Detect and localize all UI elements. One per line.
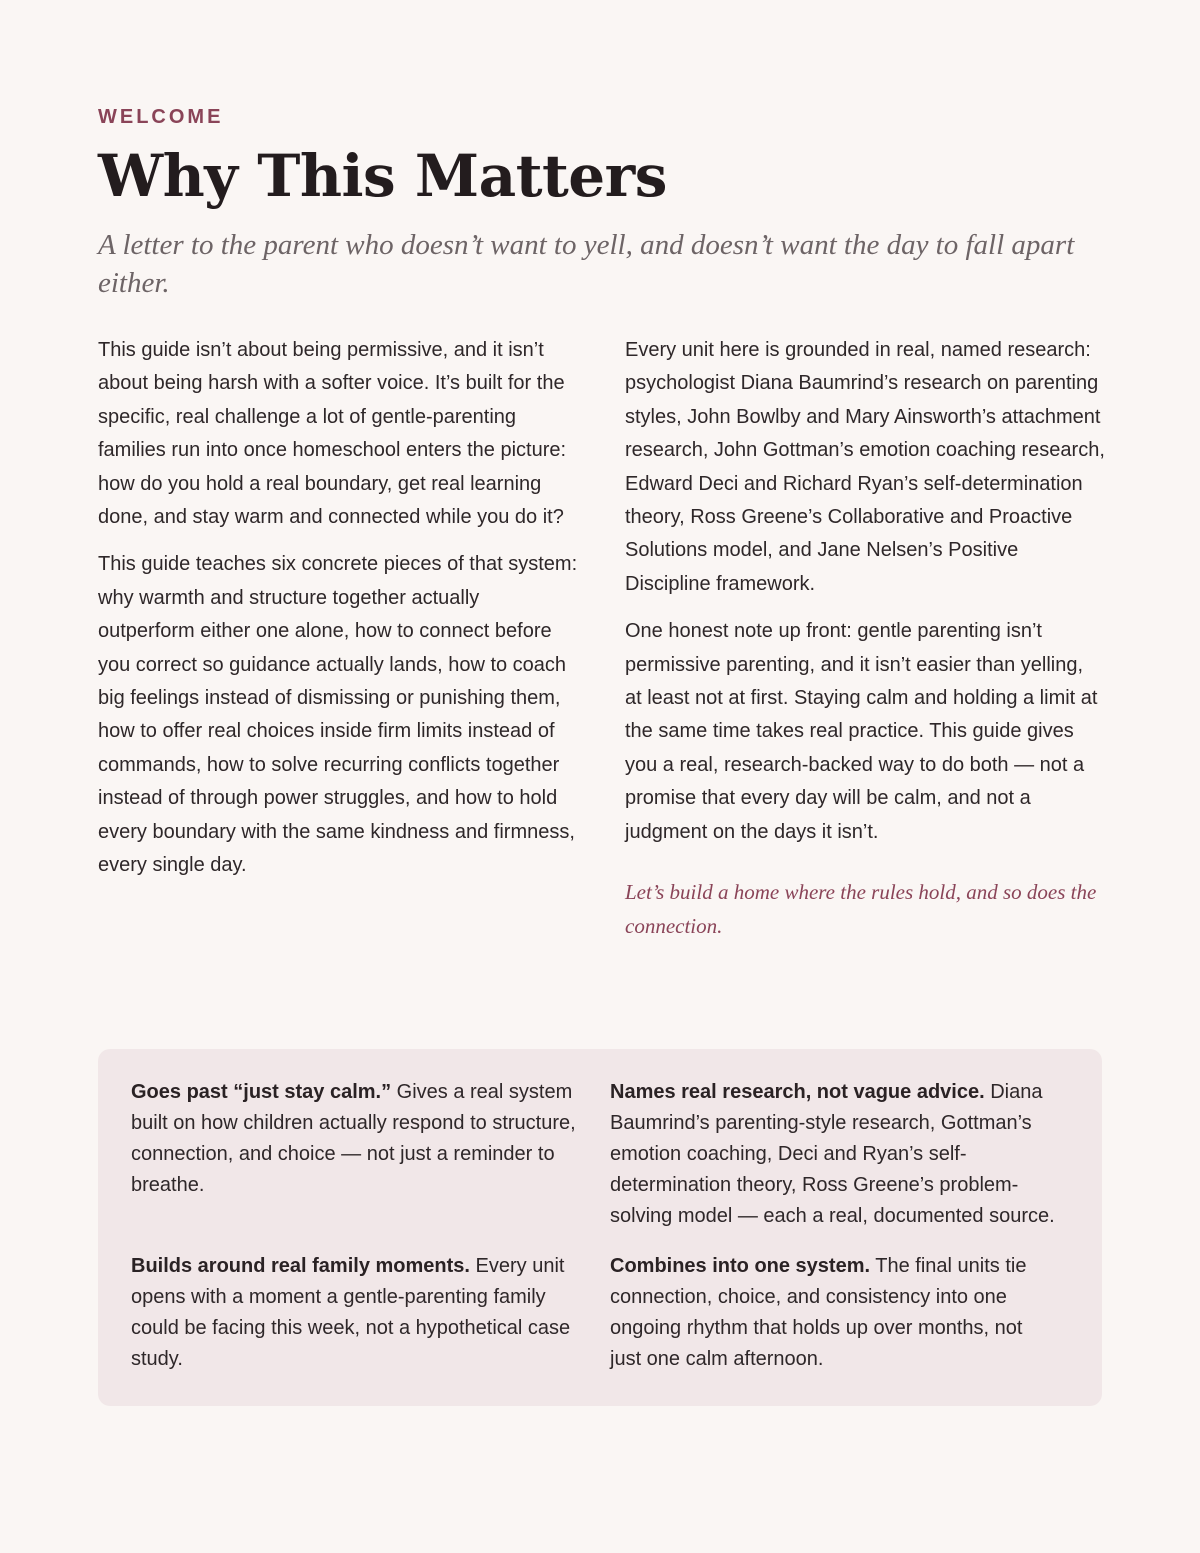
right-column xyxy=(625,334,1105,957)
page-title: Why This Matters xyxy=(98,142,667,210)
feature-item xyxy=(610,1077,1080,1232)
right-paragraph-1: Every unit here is grounded in real, named research: psychologist Diana Baumrind’s research on parenting styles, John Bowlby and Mary Ainsworth’s attachment research, John Gottman’s emotion coaching research, Edward Deci and Richard Ryan’s self-determination theory, Ross Greene’s Collaborative and Proactive Solutions model, and Jane Nelsen’s Positive Discipline framework. xyxy=(625,339,1105,595)
left-paragraph-1: This guide isn’t about being permissive, and it isn’t about being harsh with a softer voice. It’s built for the specific, real challenge a lot of gentle-parenting families run into once homeschool enters the picture: how do you hold a real boundary, get real learning done, and stay warm and connected while you do it? xyxy=(98,339,567,529)
closing-line: Let’s build a home where the rules hold, and so does the connection. xyxy=(625,880,1097,939)
page-subtitle: A letter to the parent who doesn’t want to yell, and doesn’t want the day to fall apart either. xyxy=(98,229,1075,299)
feature-body: Diana Baumrind’s parenting-style research, Gottman’s emotion coaching, Deci and Ryan’s self-determination theory, Ross Greene’s problem-solving model — each a real, documented source. xyxy=(610,1081,1055,1227)
left-column xyxy=(98,334,578,897)
feature-body: The final units tie connection, choice, and consistency into one ongoing rhythm that holds up over months, not just one calm afternoon. xyxy=(610,1255,1027,1370)
left-paragraph-2: This guide teaches six concrete pieces of that system: why warmth and structure together actually outperform either one alone, how to connect before you correct so guidance actually lands, how to coach big feelings instead of dismissing or punishing them, how to offer real choices inside firm limits instead of commands, how to solve recurring conflicts together instead of through power struggles, and how to hold every boundary with the same kindness and firmness, every single day. xyxy=(98,553,578,877)
feature-item xyxy=(131,1077,593,1201)
feature-item xyxy=(610,1251,1050,1375)
feature-item xyxy=(131,1251,593,1375)
features-callout xyxy=(98,1049,1102,1406)
feature-heading: Names real research, not vague advice. xyxy=(610,1081,985,1103)
feature-heading: Builds around real family moments. xyxy=(131,1255,470,1277)
feature-heading: Combines into one system. xyxy=(610,1255,871,1277)
feature-body: Gives a real system built on how children actually respond to structure, connection, and choice — not just a reminder to breathe. xyxy=(131,1081,576,1196)
right-paragraph-2: One honest note up front: gentle parenting isn’t permissive parenting, and it isn’t easier than yelling, at least not at first. Staying calm and holding a limit at the same time takes real practice. This guide gives you a real, research-backed way to do both — not a promise that every day will be calm, and not a judgment on the days it isn’t. xyxy=(625,620,1098,843)
section-eyebrow: WELCOME xyxy=(98,106,224,128)
feature-body: Every unit opens with a moment a gentle-parenting family could be facing this week, not a hypothetical case study. xyxy=(131,1255,571,1370)
feature-heading: Goes past “just stay calm.” xyxy=(131,1081,392,1103)
